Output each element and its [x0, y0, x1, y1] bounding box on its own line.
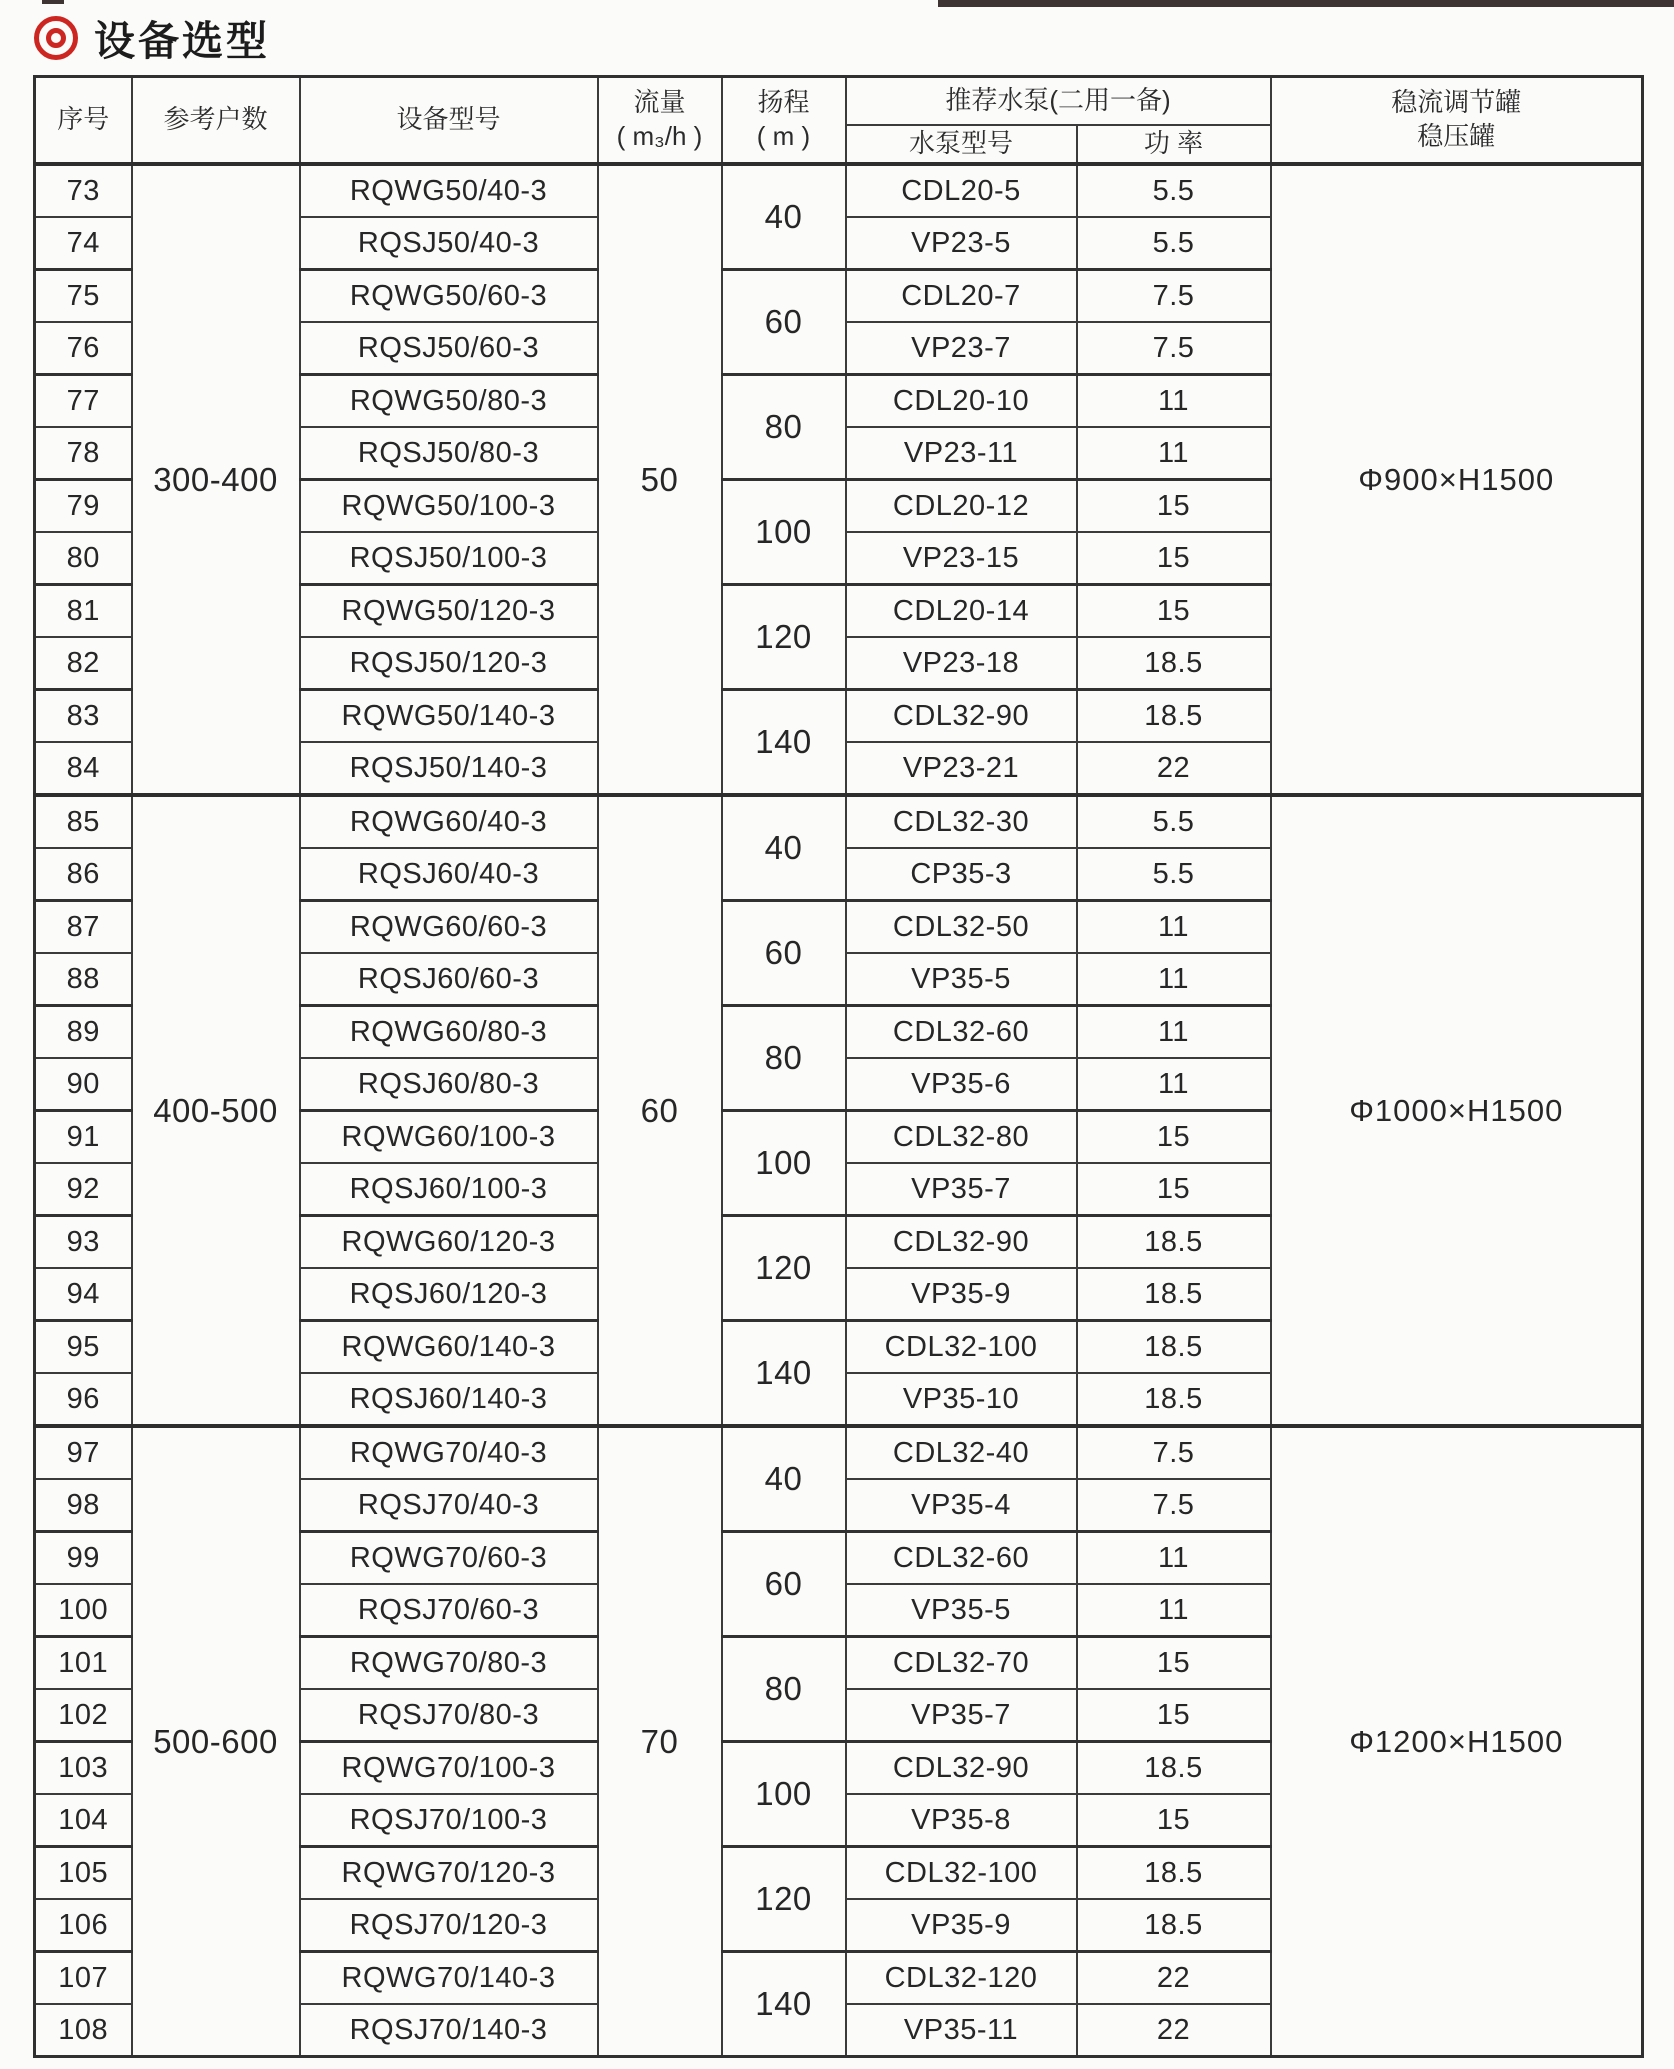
seq-cell: 98	[35, 1479, 132, 1532]
model-cell: RQWG70/60-3	[300, 1532, 598, 1585]
power-cell: 15	[1077, 585, 1271, 638]
col-header-flow	[598, 77, 722, 165]
pump-model-cell: VP35-10	[846, 1373, 1077, 1426]
power-cell: 18.5	[1077, 1321, 1271, 1374]
seq-cell: 103	[35, 1742, 132, 1795]
power-cell: 15	[1077, 1794, 1271, 1847]
section-header	[34, 8, 270, 67]
pump-model-cell: VP35-5	[846, 1584, 1077, 1637]
power-cell: 15	[1077, 1689, 1271, 1742]
head-cell: 140	[722, 690, 846, 796]
pump-model-cell: CDL32-60	[846, 1532, 1077, 1585]
model-cell: RQWG50/80-3	[300, 375, 598, 428]
power-cell: 15	[1077, 1111, 1271, 1164]
households-cell: 500-600	[132, 1426, 300, 2057]
seq-cell: 94	[35, 1268, 132, 1321]
pump-model-cell: CDL32-100	[846, 1847, 1077, 1900]
pump-model-cell: VP35-9	[846, 1899, 1077, 1952]
table-body	[35, 164, 1643, 2057]
power-cell: 5.5	[1077, 848, 1271, 901]
seq-cell: 84	[35, 742, 132, 795]
power-cell: 18.5	[1077, 1268, 1271, 1321]
power-cell: 7.5	[1077, 322, 1271, 375]
power-cell: 15	[1077, 480, 1271, 533]
head-cell: 100	[722, 1742, 846, 1847]
model-cell: RQWG50/100-3	[300, 480, 598, 533]
col-header-pump-model: 水泵型号	[846, 125, 1077, 164]
model-cell: RQSJ50/140-3	[300, 742, 598, 795]
pump-model-cell: CDL32-90	[846, 1216, 1077, 1269]
pump-model-cell: CDL32-40	[846, 1426, 1077, 1479]
households-cell: 400-500	[132, 795, 300, 1426]
head-cell: 120	[722, 1216, 846, 1321]
head-cell: 80	[722, 375, 846, 480]
col-header-head	[722, 77, 846, 165]
model-cell: RQSJ70/140-3	[300, 2004, 598, 2057]
model-cell: RQWG50/120-3	[300, 585, 598, 638]
equipment-selection-table	[33, 75, 1644, 2058]
page-top-band	[938, 0, 1674, 7]
table-header	[35, 77, 1643, 165]
model-cell: RQSJ70/120-3	[300, 1899, 598, 1952]
seq-cell: 76	[35, 322, 132, 375]
page-top-mark	[42, 0, 64, 4]
head-cell: 80	[722, 1637, 846, 1742]
model-cell: RQSJ50/60-3	[300, 322, 598, 375]
model-cell: RQWG60/60-3	[300, 901, 598, 954]
power-cell: 5.5	[1077, 217, 1271, 270]
double-circle-bullet-icon	[34, 16, 78, 60]
pump-model-cell: VP35-7	[846, 1163, 1077, 1216]
table-row	[35, 795, 1643, 848]
power-cell: 7.5	[1077, 1479, 1271, 1532]
seq-cell: 93	[35, 1216, 132, 1269]
tank-header-line2: 稳压罐	[1417, 121, 1496, 151]
pump-model-cell: CDL20-14	[846, 585, 1077, 638]
col-header-tank	[1271, 77, 1643, 165]
seq-cell: 89	[35, 1006, 132, 1059]
power-cell: 7.5	[1077, 270, 1271, 323]
power-cell: 22	[1077, 1952, 1271, 2005]
head-cell: 60	[722, 901, 846, 1006]
power-cell: 18.5	[1077, 637, 1271, 690]
head-cell: 140	[722, 1321, 846, 1427]
model-cell: RQWG60/100-3	[300, 1111, 598, 1164]
seq-cell: 102	[35, 1689, 132, 1742]
seq-cell: 82	[35, 637, 132, 690]
power-cell: 22	[1077, 2004, 1271, 2057]
col-header-households: 参考户数	[132, 77, 300, 165]
seq-cell: 80	[35, 532, 132, 585]
model-cell: RQSJ50/120-3	[300, 637, 598, 690]
pump-model-cell: VP23-7	[846, 322, 1077, 375]
seq-cell: 101	[35, 1637, 132, 1690]
power-cell: 11	[1077, 1058, 1271, 1111]
seq-cell: 78	[35, 427, 132, 480]
flow-header-line2: ( m₃/h )	[616, 121, 703, 151]
pump-model-cell: VP35-6	[846, 1058, 1077, 1111]
power-cell: 15	[1077, 1637, 1271, 1690]
model-cell: RQSJ70/80-3	[300, 1689, 598, 1742]
model-cell: RQSJ50/80-3	[300, 427, 598, 480]
pump-model-cell: VP23-15	[846, 532, 1077, 585]
households-cell: 300-400	[132, 164, 300, 795]
power-cell: 18.5	[1077, 1742, 1271, 1795]
model-cell: RQWG60/120-3	[300, 1216, 598, 1269]
seq-cell: 96	[35, 1373, 132, 1426]
seq-cell: 86	[35, 848, 132, 901]
pump-model-cell: VP35-11	[846, 2004, 1077, 2057]
head-cell: 40	[722, 1426, 846, 1532]
power-cell: 15	[1077, 1163, 1271, 1216]
head-cell: 100	[722, 480, 846, 585]
seq-cell: 75	[35, 270, 132, 323]
model-cell: RQSJ60/60-3	[300, 953, 598, 1006]
model-cell: RQWG50/140-3	[300, 690, 598, 743]
seq-cell: 73	[35, 164, 132, 217]
seq-cell: 99	[35, 1532, 132, 1585]
model-cell: RQSJ60/120-3	[300, 1268, 598, 1321]
pump-model-cell: CDL20-12	[846, 480, 1077, 533]
model-cell: RQWG70/120-3	[300, 1847, 598, 1900]
model-cell: RQWG60/40-3	[300, 795, 598, 848]
pump-model-cell: CDL32-50	[846, 901, 1077, 954]
pump-model-cell: CDL20-5	[846, 164, 1077, 217]
power-cell: 11	[1077, 1532, 1271, 1585]
seq-cell: 97	[35, 1426, 132, 1479]
head-header-line2: ( m )	[756, 121, 811, 151]
model-cell: RQSJ70/100-3	[300, 1794, 598, 1847]
pump-model-cell: CDL32-100	[846, 1321, 1077, 1374]
head-header-line1: 扬程	[757, 87, 810, 118]
pump-model-cell: CDL32-70	[846, 1637, 1077, 1690]
head-cell: 60	[722, 1532, 846, 1637]
head-cell: 120	[722, 585, 846, 690]
pump-model-cell: VP35-5	[846, 953, 1077, 1006]
tank-header-line1: 稳流调节罐	[1391, 87, 1522, 118]
seq-cell: 74	[35, 217, 132, 270]
tank-cell: Φ1200×H1500	[1271, 1426, 1643, 2057]
power-cell: 11	[1077, 375, 1271, 428]
model-cell: RQSJ60/100-3	[300, 1163, 598, 1216]
seq-cell: 92	[35, 1163, 132, 1216]
model-cell: RQSJ60/40-3	[300, 848, 598, 901]
seq-cell: 83	[35, 690, 132, 743]
model-cell: RQSJ50/100-3	[300, 532, 598, 585]
power-cell: 18.5	[1077, 1847, 1271, 1900]
pump-model-cell: VP35-7	[846, 1689, 1077, 1742]
head-cell: 100	[722, 1111, 846, 1216]
model-cell: RQWG70/80-3	[300, 1637, 598, 1690]
power-cell: 22	[1077, 742, 1271, 795]
power-cell: 11	[1077, 1584, 1271, 1637]
table-row	[35, 1426, 1643, 1479]
seq-cell: 100	[35, 1584, 132, 1637]
pump-model-cell: VP35-4	[846, 1479, 1077, 1532]
model-cell: RQWG60/80-3	[300, 1006, 598, 1059]
power-cell: 18.5	[1077, 1373, 1271, 1426]
model-cell: RQWG50/60-3	[300, 270, 598, 323]
pump-model-cell: VP23-11	[846, 427, 1077, 480]
seq-cell: 85	[35, 795, 132, 848]
head-cell: 80	[722, 1006, 846, 1111]
seq-cell: 106	[35, 1899, 132, 1952]
pump-model-cell: CDL32-90	[846, 690, 1077, 743]
flow-cell: 50	[598, 164, 722, 795]
pump-model-cell: CDL32-80	[846, 1111, 1077, 1164]
pump-model-cell: VP35-9	[846, 1268, 1077, 1321]
col-header-model: 设备型号	[300, 77, 598, 165]
seq-cell: 105	[35, 1847, 132, 1900]
model-cell: RQWG70/100-3	[300, 1742, 598, 1795]
tank-cell: Φ900×H1500	[1271, 164, 1643, 795]
power-cell: 11	[1077, 953, 1271, 1006]
head-cell: 60	[722, 270, 846, 375]
seq-cell: 77	[35, 375, 132, 428]
model-cell: RQWG50/40-3	[300, 164, 598, 217]
seq-cell: 107	[35, 1952, 132, 2005]
head-cell: 40	[722, 164, 846, 270]
pump-model-cell: VP35-8	[846, 1794, 1077, 1847]
head-cell: 140	[722, 1952, 846, 2057]
pump-model-cell: VP23-18	[846, 637, 1077, 690]
model-cell: RQWG60/140-3	[300, 1321, 598, 1374]
power-cell: 11	[1077, 1006, 1271, 1059]
flow-cell: 70	[598, 1426, 722, 2057]
pump-model-cell: CDL20-7	[846, 270, 1077, 323]
power-cell: 5.5	[1077, 164, 1271, 217]
seq-cell: 79	[35, 480, 132, 533]
pump-model-cell: CP35-3	[846, 848, 1077, 901]
model-cell: RQSJ60/80-3	[300, 1058, 598, 1111]
head-cell: 40	[722, 795, 846, 901]
flow-cell: 60	[598, 795, 722, 1426]
head-cell: 120	[722, 1847, 846, 1952]
seq-cell: 90	[35, 1058, 132, 1111]
power-cell: 7.5	[1077, 1426, 1271, 1479]
pump-model-cell: CDL32-30	[846, 795, 1077, 848]
model-cell: RQSJ50/40-3	[300, 217, 598, 270]
power-cell: 18.5	[1077, 1216, 1271, 1269]
flow-header-line1: 流量	[633, 87, 686, 118]
seq-cell: 81	[35, 585, 132, 638]
power-cell: 11	[1077, 427, 1271, 480]
model-cell: RQSJ70/60-3	[300, 1584, 598, 1637]
pump-model-cell: CDL32-120	[846, 1952, 1077, 2005]
pump-model-cell: VP23-5	[846, 217, 1077, 270]
model-cell: RQWG70/140-3	[300, 1952, 598, 2005]
col-header-pump-group: 推荐水泵(二用一备)	[846, 77, 1271, 126]
table-row	[35, 164, 1643, 217]
col-header-seq: 序号	[35, 77, 132, 165]
power-cell: 11	[1077, 901, 1271, 954]
col-header-power: 功 率	[1077, 125, 1271, 164]
power-cell: 15	[1077, 532, 1271, 585]
pump-model-cell: VP23-21	[846, 742, 1077, 795]
seq-cell: 108	[35, 2004, 132, 2057]
seq-cell: 88	[35, 953, 132, 1006]
page-title: 设备选型	[94, 18, 270, 64]
seq-cell: 104	[35, 1794, 132, 1847]
seq-cell: 95	[35, 1321, 132, 1374]
header-row-1	[35, 77, 1643, 126]
pump-model-cell: CDL20-10	[846, 375, 1077, 428]
model-cell: RQWG70/40-3	[300, 1426, 598, 1479]
power-cell: 5.5	[1077, 795, 1271, 848]
model-cell: RQSJ70/40-3	[300, 1479, 598, 1532]
seq-cell: 91	[35, 1111, 132, 1164]
power-cell: 18.5	[1077, 1899, 1271, 1952]
power-cell: 18.5	[1077, 690, 1271, 743]
pump-model-cell: CDL32-90	[846, 1742, 1077, 1795]
model-cell: RQSJ60/140-3	[300, 1373, 598, 1426]
seq-cell: 87	[35, 901, 132, 954]
pump-model-cell: CDL32-60	[846, 1006, 1077, 1059]
tank-cell: Φ1000×H1500	[1271, 795, 1643, 1426]
